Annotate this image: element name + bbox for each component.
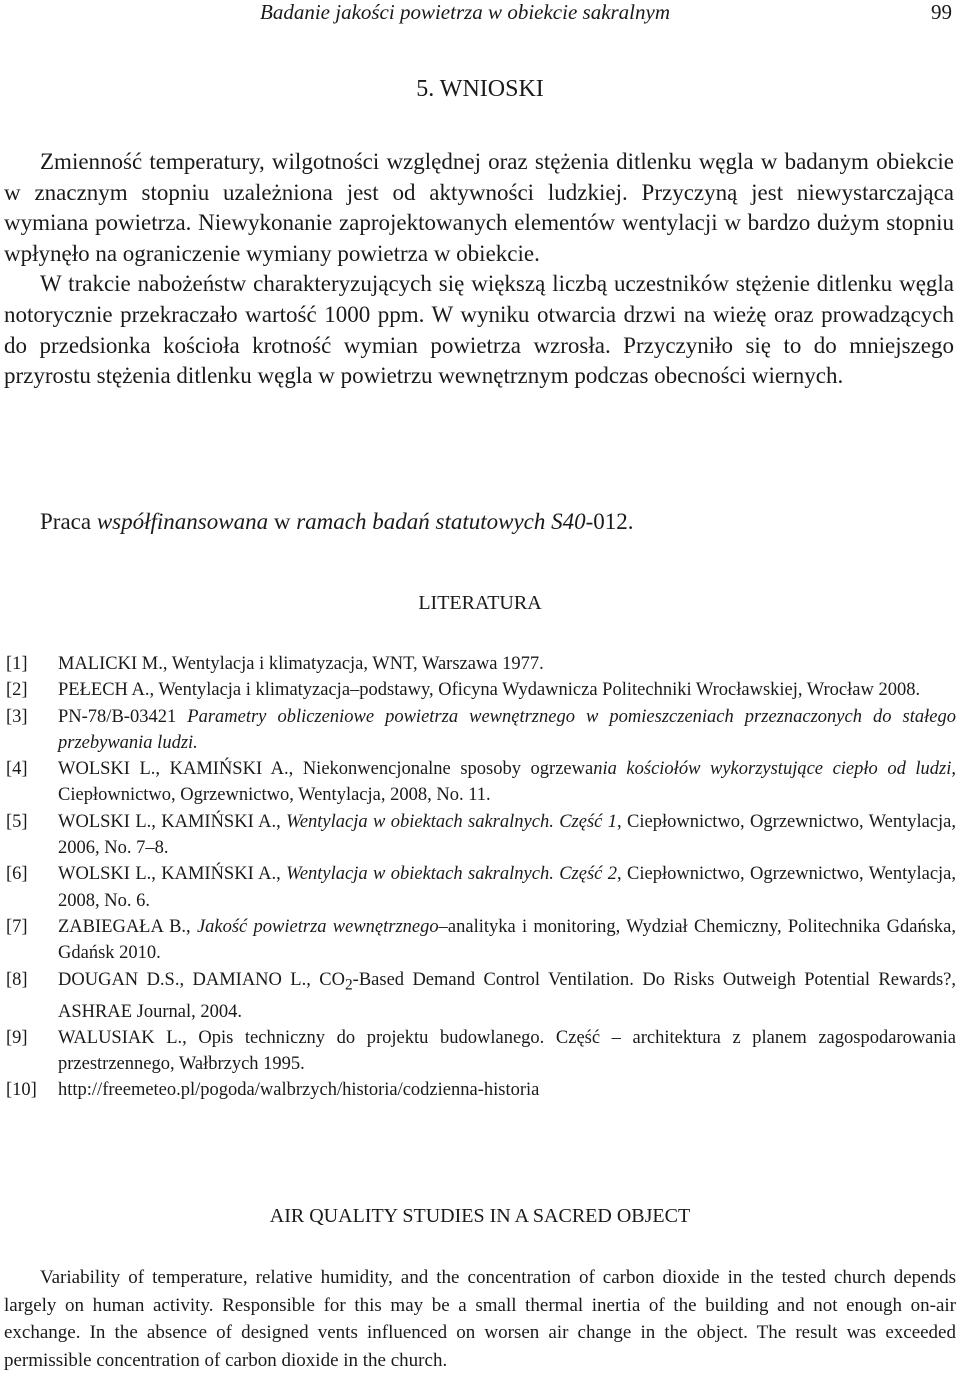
reference-text: WOLSKI L., KAMIŃSKI A., Wentylacja w obiektach sakralnych. Część 1, Ciepłownictwo, Ogrzewnictwo, Wentylacja, 2006, No. 7–8.: [58, 811, 957, 859]
page-number: 99: [931, 0, 952, 24]
reference-text: PN-78/B-03421 Parametry obliczeniowe powietrza wewnętrznego w pomieszczeniach przeznaczonych do stałego przebywania ludzi.: [58, 706, 956, 753]
funding-text: Praca: [40, 509, 92, 534]
reference-text: PEŁECH A., Wentylacja i klimatyzacja–podstawy, Oficyna Wydawnicza Politechniki Wrocławskiej, Wrocław 2008.: [58, 680, 921, 701]
reference-item: [6, 809, 956, 862]
reference-number: [3]: [6, 706, 28, 727]
reference-item: [6, 704, 956, 757]
funding-italic: ramach badań statutowych S40: [296, 509, 586, 534]
reference-number: [10]: [6, 1080, 37, 1101]
running-header: [0, 0, 960, 30]
paragraph: W trakcie nabożeństw charakteryzujących się większą liczbą uczestników stężenie ditlenku węgla notorycznie przekraczało wartość 1000 ppm. W wyniku otwarcia drzwi na wieżę oraz prowadzących do przedsionka kościoła krotność wymian powietrza wzrosła. Przyczyniło się to do mniejszego przyrostu stężenia ditlenku węgla w powietrzu wewnętrznym podczas obecności wiernych.: [4, 271, 954, 389]
reference-item: [6, 1077, 956, 1103]
reference-number: [5]: [6, 811, 28, 832]
reference-text: WOLSKI L., KAMIŃSKI A., Wentylacja w obiektach sakralnych. Część 2, Ciepłownictwo, Ogrzewnictwo, Wentylacja, 2008, No. 6.: [58, 864, 957, 911]
abstract-text: Variability of temperature, relative humidity, and the concentration of carbon dioxide in the tested church depends largely on human activity. Responsible for this may be a small thermal inertia of the building and not enough on-air exchange. In the absence of designed vents influenced on worsen air change in the object. The result was exceeded permissible concentration of carbon dioxide in the church.: [4, 1267, 956, 1371]
reference-number: [1]: [6, 654, 28, 674]
reference-item: [6, 651, 956, 677]
reference-item: [6, 914, 956, 967]
reference-number: [4]: [6, 759, 28, 780]
funding-code: -012.: [585, 509, 634, 534]
running-title: Badanie jakości powietrza w obiekcie sakralnym: [260, 0, 671, 24]
reference-text: DOUGAN D.S., DAMIANO L., $CO_2$-Based Demand Control Ventilation. Do Risks Outweigh Potential Rewards?, ASHRAE Journal, 2004.: [58, 969, 956, 1022]
english-abstract: [4, 1264, 956, 1374]
reference-item: [6, 1025, 956, 1078]
funding-text: w: [273, 509, 291, 534]
reference-item: [6, 677, 956, 703]
funding-note: [40, 507, 940, 537]
reference-number: [8]: [6, 969, 28, 990]
reference-list: [6, 651, 956, 1104]
reference-number: [9]: [6, 1027, 28, 1048]
paragraph: Zmienność temperatury, wilgotności względnej oraz stężenia ditlenku węgla w badanym obiekcie w znacznym stopniu uzależniona jest od aktywności ludzkiej. Przyczyną jest niewystarczająca wymiana powietrza. Niewykonanie zaprojektowanych elementów wentylacji w bardzo dużym stopniu wpłynęło na ograniczenie wymiany powietrza w obiekcie.: [4, 149, 954, 266]
reference-item: [6, 756, 956, 809]
reference-link[interactable]: http://freemeteo.pl/pogoda/walbrzych/historia/codzienna-historia: [58, 1080, 540, 1101]
section-heading: 5. WNIOSKI: [416, 76, 544, 102]
reference-number: [7]: [6, 916, 28, 937]
reference-item: [6, 861, 956, 914]
reference-item: [6, 967, 956, 1025]
reference-number: [2]: [6, 680, 28, 701]
reference-text: ZABIEGAŁA B., Jakość powietrza wewnętrznego–analityka i monitoring, Wydział Chemiczny, Politechnika Gdańska, Gdańsk 2010.: [58, 916, 956, 964]
reference-number: [6]: [6, 864, 28, 885]
reference-text: MALICKI M., Wentylacja i klimatyzacja, WNT, Warszawa 1977.: [58, 654, 544, 674]
conclusions-body: [4, 147, 954, 392]
english-title: AIR QUALITY STUDIES IN A SACRED OBJECT: [269, 1205, 691, 1227]
funding-italic: współfinansowana: [96, 509, 269, 534]
literature-heading: LITERATURA: [418, 592, 542, 614]
reference-text: WALUSIAK L., Opis techniczny do projektu budowlanego. Część – architektura z planem zagospodarowania przestrzennego, Wałbrzych 1995.: [58, 1027, 956, 1075]
reference-text: WOLSKI L., KAMIŃSKI A., Niekonwencjonalne sposoby ogrzewania kościołów wykorzystujące ciepło od ludzi, Ciepłownictwo, Ogrzewnictwo, Wentylacja, 2008, No. 11.: [58, 759, 956, 806]
